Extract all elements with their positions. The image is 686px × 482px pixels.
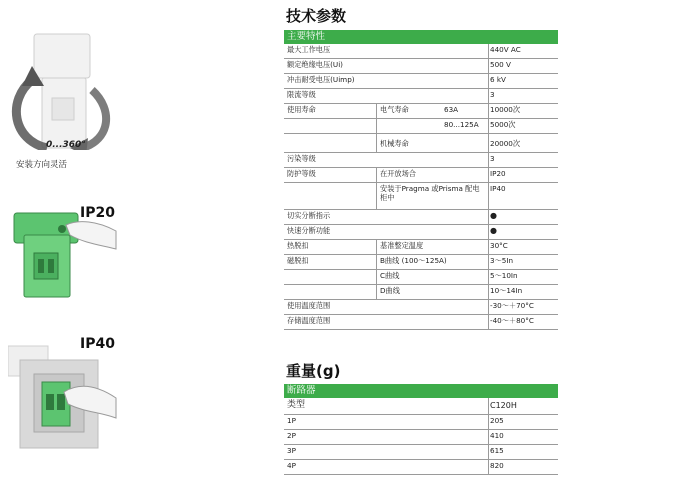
tech-params-title: 技术参数 [286,7,347,25]
row-sub: D曲线 [380,286,400,295]
row-sub: B曲线 (100～125A) [380,256,447,265]
table-row [284,285,558,300]
table-row [284,183,558,210]
table-row [284,460,558,475]
row-value: 3～5In [490,256,514,265]
table-row [284,59,558,74]
row-value: 5000次 [490,120,516,129]
row-value: 615 [490,446,504,455]
table-row [284,270,558,285]
ip20-label: IP20 [80,205,115,221]
row-value: 10000次 [490,105,521,114]
row-value: 30°C [490,241,508,250]
column-divider [488,398,489,475]
table-row [284,44,558,59]
row-value: 205 [490,416,504,425]
table-row [284,315,558,330]
column-divider [488,44,489,330]
row-label: 防护等级 [287,169,316,178]
row-value: 440V AC [490,45,521,54]
table-row [284,225,558,240]
row-value: IP20 [490,169,506,178]
row-label: 4P [287,461,296,470]
row-label: 3P [287,446,296,455]
table-row [284,240,558,255]
table-row [284,104,558,119]
weight-title: 重量(g) [286,362,341,380]
row-value: 6 kV [490,75,506,84]
row-value: 20000次 [490,139,521,148]
row-label: 限流等级 [287,90,316,99]
table-row [284,168,558,183]
row-value: 500 V [490,60,511,69]
main-characteristics-header: 主要特性 [284,30,558,44]
row-value: 3 [490,90,495,99]
row-label: 存储温度范围 [287,316,331,325]
table-row [284,300,558,315]
table-row [284,255,558,270]
ip40-label: IP40 [80,336,115,352]
row-value: ● [490,226,497,235]
row-label: 额定绝缘电压(Ui) [287,60,343,69]
row-label: 使用寿命 [287,105,316,114]
row-label: 切实分断指示 [287,211,331,220]
table-row [284,134,558,153]
row-sub: 基准整定温度 [380,241,424,250]
row-sub: 电气寿命 [380,105,409,114]
row-value: ● [490,211,497,220]
table-row [284,74,558,89]
illustrations-panel [0,0,270,482]
row-label: 使用温度范围 [287,301,331,310]
row-label: 快速分断功能 [287,226,331,235]
table-row [284,415,558,430]
table-row [284,445,558,460]
breaker-header: 断路器 [284,384,558,398]
row-sub2: 63A [444,105,459,114]
ip20-breaker-illustration [8,205,120,305]
row-value: 3 [490,154,495,163]
column-divider [376,240,377,300]
rotation-caption: 安装方向灵活 [16,160,68,170]
row-sub: 在开放场合 [380,169,416,178]
table-row [284,89,558,104]
table-row [284,119,558,134]
col-model-header: C120H [490,401,517,410]
rotation-angle-label: 0...360° [46,140,86,150]
row-sub: 安装于Pragma 或Prisma 配电柜中 [380,184,480,202]
row-value: IP40 [490,184,506,193]
row-value: 820 [490,461,504,470]
row-label: 最大工作电压 [287,45,331,54]
row-label: 热脱扣 [287,241,309,250]
column-divider [376,168,377,209]
table-row [284,210,558,225]
table-row [284,430,558,445]
row-value: 5～10In [490,271,518,280]
column-divider [376,104,377,152]
row-label: 1P [287,416,296,425]
ip40-breaker-illustration [8,342,120,450]
col-type-header: 类型 [287,400,306,410]
row-sub: 机械寿命 [380,139,409,148]
table-row [284,153,558,168]
row-value: -30～＋70°C [490,301,534,310]
row-label: 磁脱扣 [287,256,309,265]
row-label: 2P [287,431,296,440]
row-label: 冲击耐受电压(Uimp) [287,75,355,84]
row-value: 410 [490,431,504,440]
row-sub2: 80...125A [444,120,479,129]
row-value: -40～＋80°C [490,316,534,325]
row-value: 10～14In [490,286,523,295]
table-row [284,398,558,415]
row-label: 污染等级 [287,154,316,163]
rotation-illustration [2,30,122,150]
row-sub: C曲线 [380,271,400,280]
